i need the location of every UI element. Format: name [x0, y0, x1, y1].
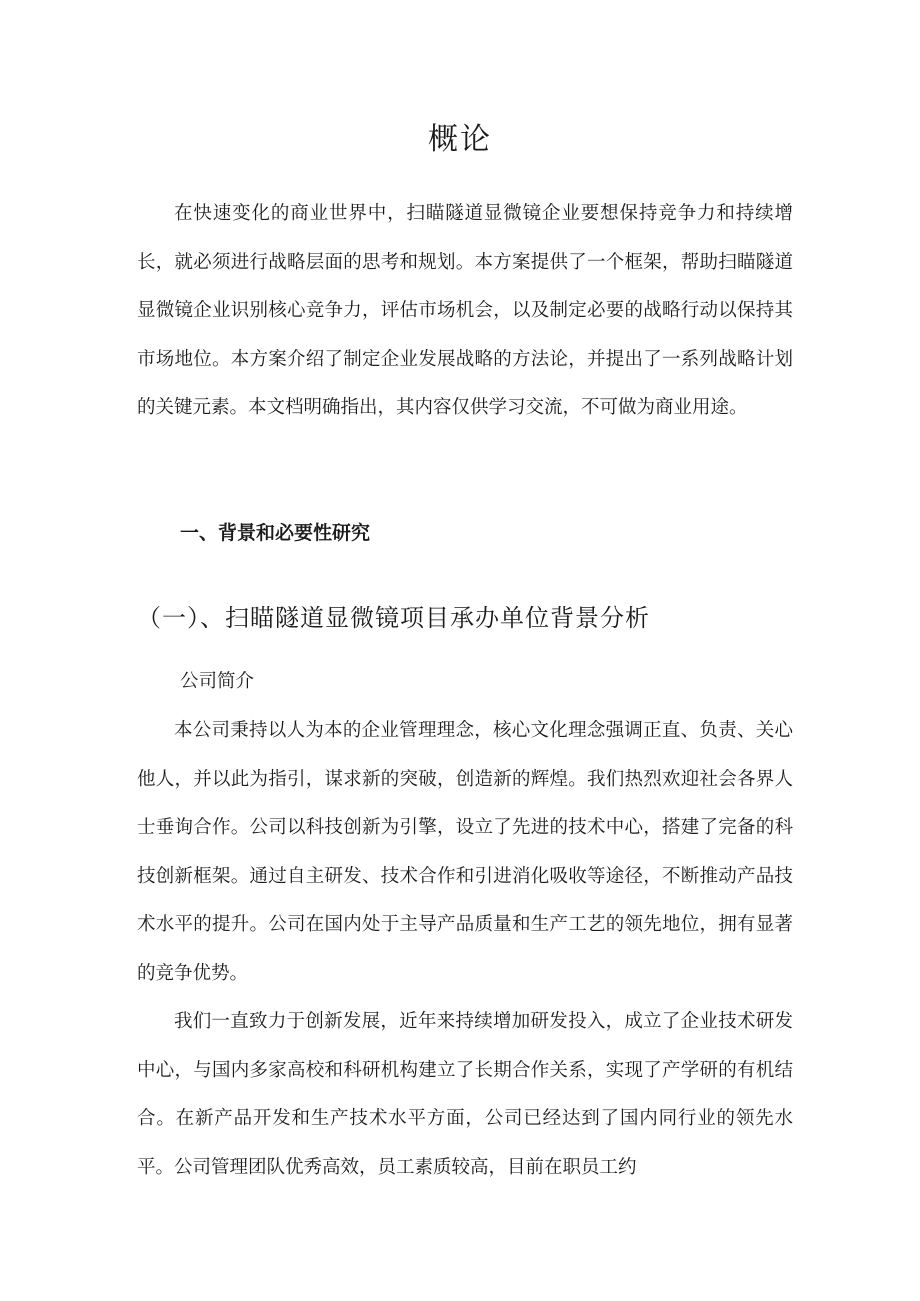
rd-paragraph: 我们一直致力于创新发展，近年来持续增加研发投入，成立了企业技术研发中心，与国内多家高校和科研机构建立了长期合作关系，实现了产学研的有机结合。在新产品开发和生产技术水平方面，公司已经达到了国内同行业的领先水平。公司管理团队优秀高效，员工素质较高，目前在职员工约 [137, 1011, 793, 1178]
company-paragraph: 本公司秉持以人为本的企业管理理念，核心文化理念强调正直、负责、关心他人，并以此为指引，谋求新的突破，创造新的辉煌。我们热烈欢迎社会各界人士垂询合作。公司以科技创新为引擎，设立了先进的技术中心，搭建了完备的科技创新框架。通过自主研发、技术合作和引进消化吸收等途径，不断推动产品技术水平的提升。公司在国内处于主导产品质量和生产工艺的领先地位，拥有显著的竞争优势。 [137, 720, 793, 984]
company-intro-label: 公司简介 [180, 671, 255, 692]
intro-paragraph: 在快速变化的商业世界中，扫瞄隧道显微镜企业要想保持竞争力和持续增长，就必须进行战略层面的思考和规划。本方案提供了一个框架，帮助扫瞄隧道显微镜企业识别核心竞争力，评估市场机会，以及制定必要的战略行动以保持其市场地位。本方案介绍了制定企业发展战略的方法论，并提出了一系列战略计划的关键元素。本文档明确指出，其内容仅供学习交流，不可做为商业用途。 [137, 203, 793, 418]
section-heading-background: 一、背景和必要性研究 [180, 522, 371, 544]
document-title: 概论 [428, 122, 492, 157]
subsection-heading-company-background: （一）、扫瞄隧道显微镜项目承办单位背景分析 [137, 604, 650, 632]
